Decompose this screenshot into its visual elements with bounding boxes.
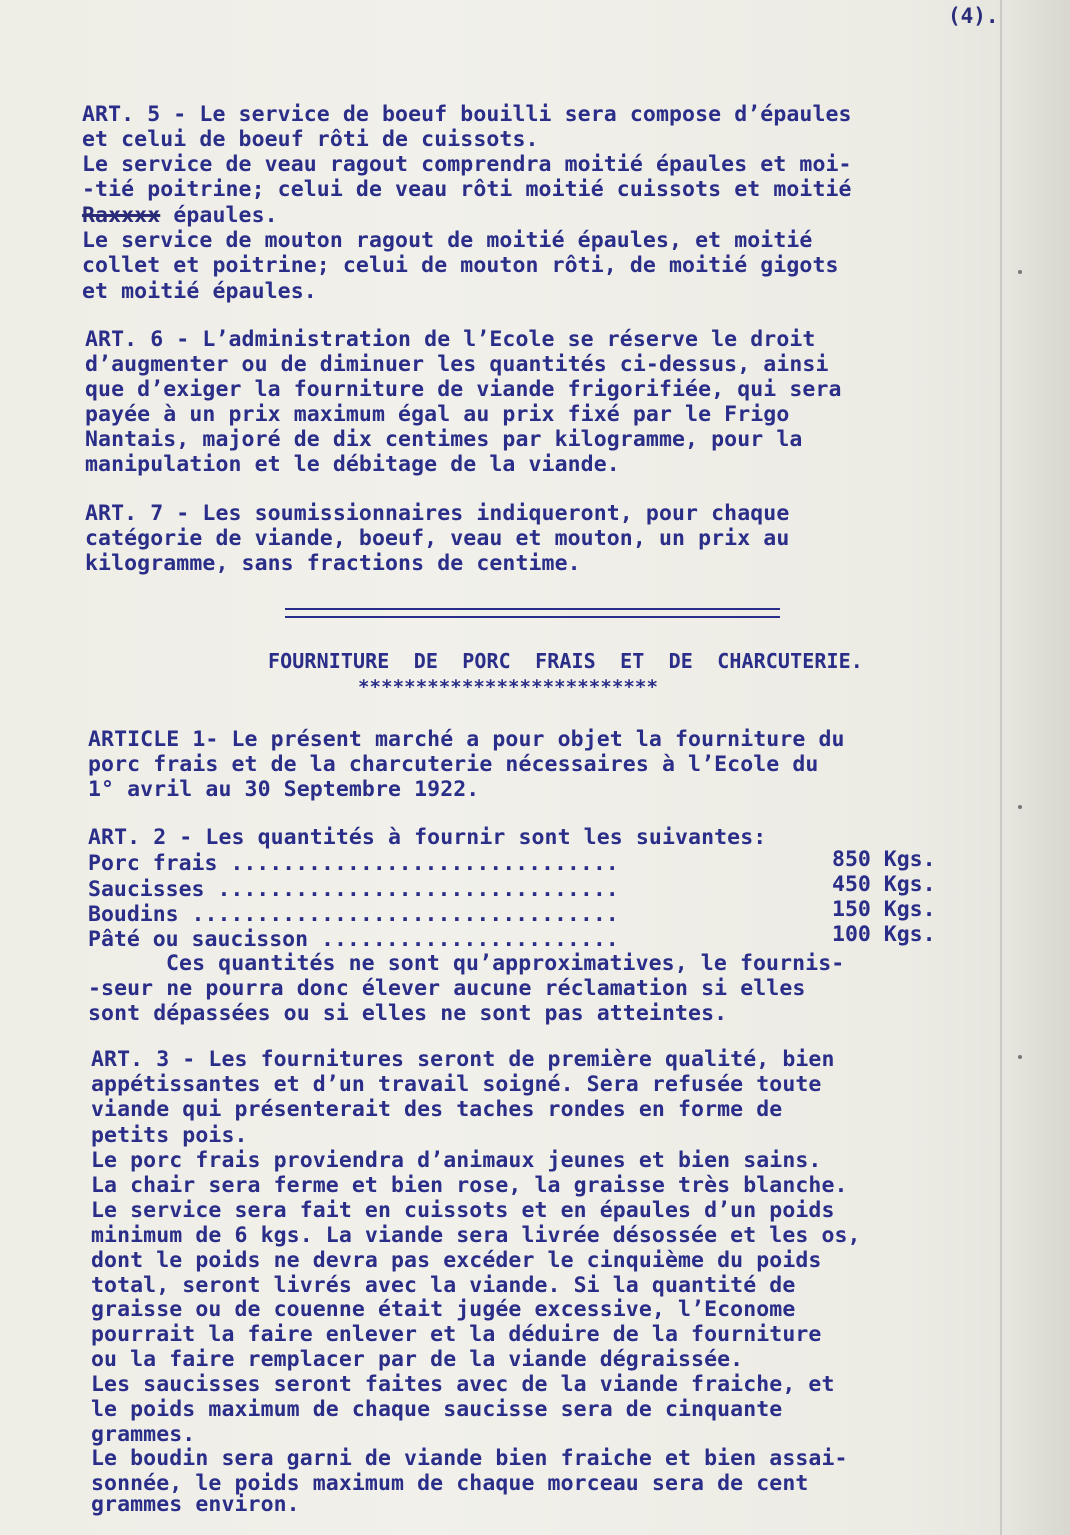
art2-note-line: sont dépassées ou si elles ne sont pas atteintes. <box>88 1001 728 1026</box>
art3-line: grammes. <box>91 1422 196 1447</box>
punch-hole <box>1018 805 1022 809</box>
page-edge-shadow <box>1010 0 1070 1535</box>
double-rule-divider <box>285 608 780 618</box>
art5-line-text: épaules. <box>173 203 278 228</box>
art5-line: -tié poitrine; celui de veau rôti moitié cuissots et moitié <box>82 177 852 202</box>
art3-line: total, seront livrés avec la viande. Si la quantité de <box>91 1273 796 1298</box>
art3-line: viande qui présenterait des taches rondes en forme de <box>91 1097 783 1122</box>
art2-note-line: -seur ne pourra donc élever aucune réclamation si elles <box>88 976 806 1001</box>
page-number: (4). <box>948 4 999 28</box>
art7-line: ART. 7 - Les soumissionnaires indiqueront, pour chaque <box>85 501 790 526</box>
art3-line: La chair sera ferme et bien rose, la graisse très blanche. <box>91 1173 848 1198</box>
page-fold <box>1000 0 1002 1535</box>
art3-line: pourrait la faire enlever et la déduire de la fourniture <box>91 1322 822 1347</box>
art3-line: sonnée, le poids maximum de chaque morceau sera de cent <box>91 1471 809 1496</box>
art3-line: Le boudin sera garni de viande bien fraiche et bien assai- <box>91 1446 848 1471</box>
art6-line: ART. 6 - L’administration de l’Ecole se réserve le droit <box>85 327 816 352</box>
art3-line: Les saucisses seront faites avec de la viande fraiche, et <box>91 1372 835 1397</box>
art5-line: Le service de mouton ragout de moitié épaules, et moitié <box>82 228 813 253</box>
art3-line: Le service sera fait en cuissots et en épaules d’un poids <box>91 1198 835 1223</box>
art6-line: Nantais, majoré de dix centimes par kilogramme, pour la <box>85 427 803 452</box>
art3-line: petits pois. <box>91 1123 248 1148</box>
art6-line: manipulation et le débitage de la viande. <box>85 452 620 477</box>
art7-line: catégorie de viande, boeuf, veau et mouton, un prix au <box>85 526 790 551</box>
art3-line: minimum de 6 kgs. La viande sera livrée désossée et les os, <box>91 1223 861 1248</box>
quantity-row-value: 450 Kgs. <box>832 872 936 897</box>
quantity-row-label: Boudins ................................. <box>88 902 619 927</box>
section-title: FOURNITURE DE PORC FRAIS ET DE CHARCUTERIE. <box>268 649 863 673</box>
art3-line: Le porc frais proviendra d’animaux jeunes et bien sains. <box>91 1148 822 1173</box>
quantity-row-label: Saucisses ............................... <box>88 877 619 902</box>
art3-line: graisse ou de couenne était jugée excessive, l’Econome <box>91 1297 796 1322</box>
quantity-row-label: Pâté ou saucisson ....................... <box>88 927 619 952</box>
art2-heading: ART. 2 - Les quantités à fournir sont les suivantes: <box>88 825 767 850</box>
quantity-row-value: 150 Kgs. <box>832 897 936 922</box>
art5-line: et moitié épaules. <box>82 279 317 304</box>
quantity-row-label: Porc frais .............................. <box>88 851 619 876</box>
article1-line: 1° avril au 30 Septembre 1922. <box>88 777 480 802</box>
art3-line: ART. 3 - Les fournitures seront de première qualité, bien <box>91 1047 835 1072</box>
art3-line: appétissantes et d’un travail soigné. Sera refusée toute <box>91 1072 822 1097</box>
art5-line: ART. 5 - Le service de boeuf bouilli sera compose d’épaules <box>82 102 852 127</box>
art3-line: ou la faire remplacer par de la viande dégraissée. <box>91 1347 744 1372</box>
quantity-row-value: 850 Kgs. <box>832 847 936 872</box>
art2-note-line: Ces quantités ne sont qu’approximatives, le fournis- <box>166 951 845 976</box>
quantity-row-value: 100 Kgs. <box>832 922 936 947</box>
punch-hole <box>1018 1055 1022 1059</box>
art3-line: le poids maximum de chaque saucisse sera de cinquante <box>91 1397 783 1422</box>
art6-line: payée à un prix maximum égal au prix fixé par le Frigo <box>85 402 790 427</box>
article1-line: porc frais et de la charcuterie nécessaires à l’Ecole du <box>88 752 819 777</box>
art5-line-struck <box>82 205 278 227</box>
art7-line: kilogramme, sans fractions de centime. <box>85 551 581 576</box>
punch-hole <box>1018 270 1022 274</box>
art3-line: grammes environ. <box>91 1492 300 1517</box>
art3-line: dont le poids ne devra pas excéder le cinquième du poids <box>91 1248 822 1273</box>
art5-line: Le service de veau ragout comprendra moitié épaules et moi- <box>82 152 852 177</box>
art5-line: collet et poitrine; celui de mouton rôti, de moitié gigots <box>82 253 839 278</box>
art6-line: d’augmenter ou de diminuer les quantités ci-dessus, ainsi <box>85 352 829 377</box>
struck-word: Raxxxx <box>82 203 161 228</box>
section-stars: ************************** <box>358 676 659 698</box>
art6-line: que d’exiger la fourniture de viande frigorifiée, qui sera <box>85 377 842 402</box>
article1-line: ARTICLE 1- Le présent marché a pour objet la fourniture du <box>88 727 845 752</box>
art5-line: et celui de boeuf rôti de cuissots. <box>82 127 539 152</box>
